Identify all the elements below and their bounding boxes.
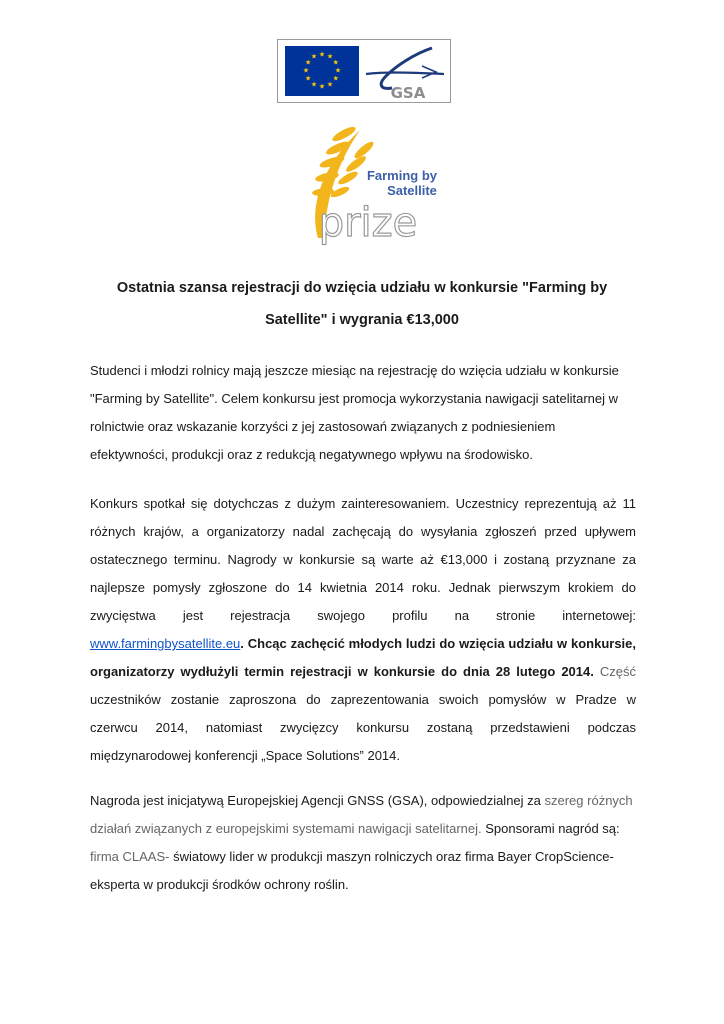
paragraph-contest xyxy=(90,490,636,770)
svg-text:★: ★ xyxy=(318,82,326,91)
paragraph-line xyxy=(90,630,636,658)
paragraph-line: zwycięstwa jest rejestracja swojego profilu na stronie internetowej: xyxy=(90,608,636,623)
paragraph-line xyxy=(90,843,636,871)
paragraph-line: Konkurs spotkał się dotychczas z dużym zainteresowaniem. Uczestnicy reprezentują aż 11 xyxy=(90,496,636,511)
paragraph-line xyxy=(90,815,636,843)
bold-text: organizatorzy wydłużyli termin rejestracji w konkursie do dnia 28 lutego 2014. xyxy=(90,664,594,679)
text: Sponsorami nagród są: xyxy=(481,821,620,836)
svg-text:★: ★ xyxy=(326,52,334,61)
gsa-text: GSA xyxy=(390,84,426,100)
paragraph-line xyxy=(90,787,636,815)
title-line-1: Ostatnia szansa rejestracji do wzięcia udziału w konkursie "Farming by xyxy=(116,280,608,296)
svg-text:★: ★ xyxy=(305,74,312,83)
grey-text: firma CLAAS- xyxy=(90,849,170,864)
paragraph-line: Studenci i młodzi rolnicy mają jeszcze miesiąc na rejestrację do wzięcia udziału w konkursie xyxy=(90,363,619,378)
paragraph-line: "Farming by Satellite". Celem konkursu jest promocja wykorzystania nawigacji satelitarnej w xyxy=(90,391,618,406)
bold-text: Chcąc zachęcić młodych ludzi do wzięcia udziału w konkursie, xyxy=(243,636,636,651)
svg-text:★: ★ xyxy=(305,58,312,67)
svg-text:★: ★ xyxy=(332,74,339,83)
paragraph-line: czerwcu 2014, natomiast zwycięzcy konkursu zostaną przedstawieni podczas xyxy=(90,720,636,735)
article-title xyxy=(90,272,634,336)
text: Nagroda jest inicjatywą Europejskiej Agencji GNSS (GSA), odpowiedzialnej za xyxy=(90,793,545,808)
paragraph-line: rolnictwie oraz wskazanie korzyści z jej zastosowań związanych z podniesieniem xyxy=(90,419,556,434)
title-line-2: Satellite" i wygrania €13,000 xyxy=(265,312,459,328)
prize-word: prize xyxy=(318,200,418,246)
svg-text:★: ★ xyxy=(302,66,310,75)
prize-line1: Farming by xyxy=(366,168,438,183)
svg-text:★: ★ xyxy=(326,80,334,89)
eu-flag-icon xyxy=(285,46,359,96)
grey-text: działań związanych z europejskimi systemami nawigacji satelitarnej. xyxy=(90,821,482,836)
farming-by-satellite-prize-logo xyxy=(288,120,448,248)
paragraph-line: ostatecznego terminu. Nagrody w konkursie są warte aż €13,000 i zostaną przyznane za xyxy=(90,552,636,567)
link-period: . xyxy=(240,636,244,651)
svg-text:★: ★ xyxy=(334,66,342,75)
text: światowy lider w produkcji maszyn rolniczych oraz firma Bayer CropScience- xyxy=(169,849,614,864)
paragraph-line: efektywności, produkcji oraz z redukcją negatywnego wpływu na środowisko. xyxy=(90,447,533,462)
grey-text: Część xyxy=(593,664,637,679)
paragraph-line: najlepsze pomysły zgłoszone do 14 kwietnia 2014 roku. Jednak pierwszym krokiem do xyxy=(90,580,636,595)
paragraph-line: uczestników zostanie zaproszona do zaprezentowania swoich pomysłów w Pradze w xyxy=(90,692,636,707)
grey-text: szereg różnych xyxy=(544,793,633,808)
paragraph-line: eksperta w produkcji środków ochrony roślin. xyxy=(90,877,349,892)
paragraph-sponsors xyxy=(90,787,636,899)
website-link[interactable]: www.farmingbysatellite.eu xyxy=(90,636,241,651)
paragraph-intro xyxy=(90,357,636,469)
gsa-logo xyxy=(362,44,448,100)
paragraph-line: międzynarodowej konferencji „Space Solutions” 2014. xyxy=(90,748,401,763)
svg-text:★: ★ xyxy=(318,50,326,59)
paragraph-line: różnych krajów, a organizatorzy nadal zachęcają do wysyłania zgłoszeń przed upływem xyxy=(90,524,636,539)
eu-gsa-logo-box xyxy=(277,39,451,103)
svg-text:★: ★ xyxy=(310,52,318,61)
paragraph-line xyxy=(90,658,636,686)
svg-text:★: ★ xyxy=(332,58,339,67)
svg-text:★: ★ xyxy=(310,80,318,89)
prize-line2: Satellite xyxy=(387,183,437,198)
